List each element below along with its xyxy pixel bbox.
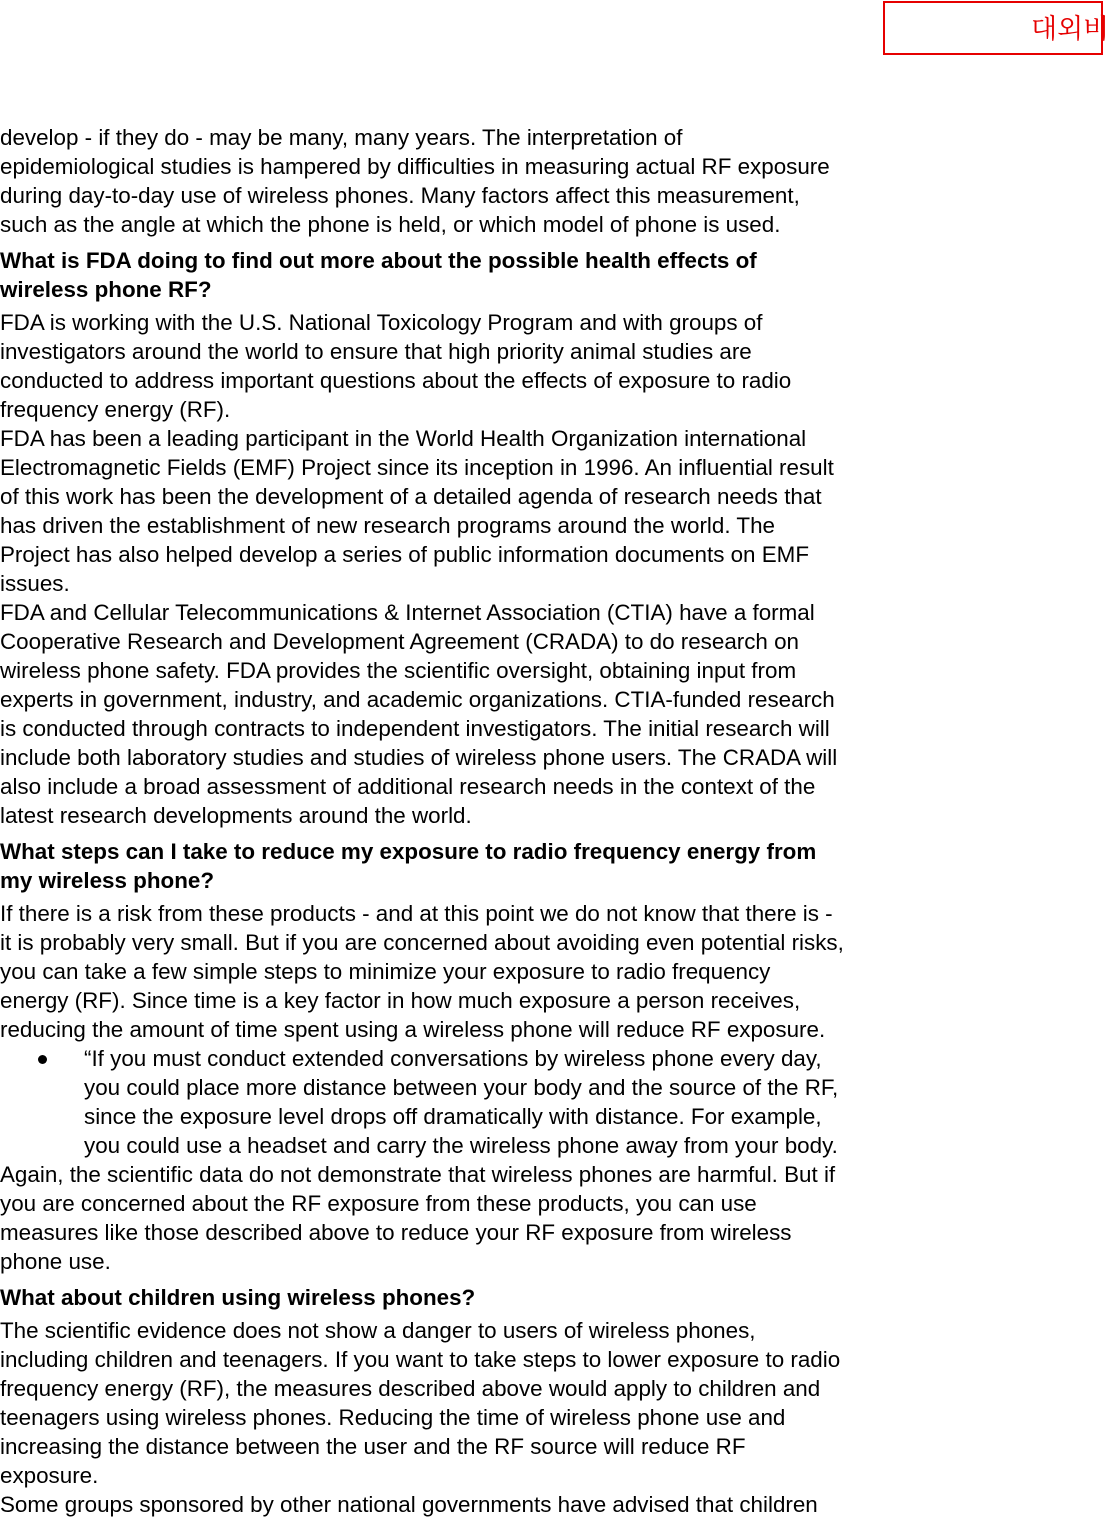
paragraph-other-governments bbox=[0, 1490, 948, 1519]
heading-line: What steps can I take to reduce my exposure to radio frequency energy from bbox=[0, 839, 817, 864]
classification-stamp-text: 대외비 bbox=[1031, 14, 1109, 45]
heading-children bbox=[0, 1283, 948, 1312]
text-line: exposure. bbox=[0, 1463, 99, 1488]
text-line: issues. bbox=[0, 571, 70, 596]
heading-line: What about children using wireless phones? bbox=[0, 1285, 476, 1310]
text-line: reducing the amount of time spent using a wireless phone will reduce RF exposure. bbox=[0, 1017, 826, 1042]
text-line: frequency energy (RF). bbox=[0, 397, 231, 422]
text-line: increasing the distance between the user and the RF source will reduce RF bbox=[0, 1434, 746, 1459]
heading-reduce-exposure bbox=[0, 837, 948, 895]
classification-stamp bbox=[883, 1, 1109, 55]
text-line: Cooperative Research and Development Agreement (CRADA) to do research on bbox=[0, 629, 800, 654]
text-line: also include a broad assessment of additional research needs in the context of the bbox=[0, 774, 816, 799]
text-line: Electromagnetic Fields (EMF) Project since its inception in 1996. An influential result bbox=[0, 455, 834, 480]
text-line: energy (RF). Since time is a key factor in how much exposure a person receives, bbox=[0, 988, 801, 1013]
text-line: teenagers using wireless phones. Reducing the time of wireless phone use and bbox=[0, 1405, 786, 1430]
text-line: FDA has been a leading participant in the World Health Organization international bbox=[0, 426, 807, 451]
text-line: you could use a headset and carry the wireless phone away from your body. bbox=[84, 1133, 838, 1158]
heading-fda-research bbox=[0, 246, 948, 304]
text-line: you could place more distance between your body and the source of the RF, bbox=[84, 1075, 839, 1100]
text-line: such as the angle at which the phone is held, or which model of phone is used. bbox=[0, 212, 781, 237]
text-line: is conducted through contracts to independent investigators. The initial research will bbox=[0, 716, 830, 741]
text-line: frequency energy (RF), the measures described above would apply to children and bbox=[0, 1376, 821, 1401]
heading-line: What is FDA doing to find out more about the possible health effects of bbox=[0, 248, 757, 273]
text-line: If there is a risk from these products - and at this point we do not know that there is - bbox=[0, 901, 833, 926]
text-line: phone use. bbox=[0, 1249, 111, 1274]
paragraph-children-evidence bbox=[0, 1316, 948, 1490]
text-line: including children and teenagers. If you want to take steps to lower exposure to radio bbox=[0, 1347, 841, 1372]
text-line: has driven the establishment of new research programs around the world. The bbox=[0, 513, 775, 538]
text-line: The scientific evidence does not show a danger to users of wireless phones, bbox=[0, 1318, 756, 1343]
heading-line: wireless phone RF? bbox=[0, 277, 212, 302]
text-line: Again, the scientific data do not demonstrate that wireless phones are harmful. But if bbox=[0, 1162, 836, 1187]
paragraph-who-emf bbox=[0, 424, 948, 598]
heading-line: my wireless phone? bbox=[0, 868, 215, 893]
text-line: include both laboratory studies and studies of wireless phone users. The CRADA will bbox=[0, 745, 838, 770]
text-line: wireless phone safety. FDA provides the scientific oversight, obtaining input from bbox=[0, 658, 797, 683]
paragraph-epidemiology bbox=[0, 123, 948, 239]
bullet-item-distance bbox=[0, 1044, 948, 1160]
text-line: Project has also helped develop a series of public information documents on EMF bbox=[0, 542, 809, 567]
text-line: “If you must conduct extended conversations by wireless phone every day, bbox=[84, 1046, 822, 1071]
text-line: you are concerned about the RF exposure from these products, you can use bbox=[0, 1191, 757, 1216]
paragraph-risk bbox=[0, 899, 948, 1044]
text-line: it is probably very small. But if you are concerned about avoiding even potential risks, bbox=[0, 930, 844, 955]
text-line: of this work has been the development of a detailed agenda of research needs that bbox=[0, 484, 822, 509]
text-line: conducted to address important questions about the effects of exposure to radio bbox=[0, 368, 792, 393]
text-line: Some groups sponsored by other national governments have advised that children bbox=[0, 1492, 818, 1517]
text-line: investigators around the world to ensure that high priority animal studies are bbox=[0, 339, 752, 364]
text-line: epidemiological studies is hampered by difficulties in measuring actual RF exposure bbox=[0, 154, 830, 179]
document-body bbox=[0, 123, 948, 1519]
text-line: measures like those described above to reduce your RF exposure from wireless bbox=[0, 1220, 792, 1245]
text-line: you can take a few simple steps to minimize your exposure to radio frequency bbox=[0, 959, 771, 984]
bullet-dot-icon bbox=[38, 1055, 47, 1064]
text-line: FDA and Cellular Telecommunications & Internet Association (CTIA) have a formal bbox=[0, 600, 815, 625]
paragraph-again bbox=[0, 1160, 948, 1276]
text-line: experts in government, industry, and academic organizations. CTIA-funded research bbox=[0, 687, 835, 712]
text-line: latest research developments around the world. bbox=[0, 803, 472, 828]
text-line: FDA is working with the U.S. National Toxicology Program and with groups of bbox=[0, 310, 763, 335]
text-line: during day-to-day use of wireless phones. Many factors affect this measurement, bbox=[0, 183, 800, 208]
text-line: since the exposure level drops off dramatically with distance. For example, bbox=[84, 1104, 822, 1129]
paragraph-ctia-crada bbox=[0, 598, 948, 830]
paragraph-ntp bbox=[0, 308, 948, 424]
text-line: develop - if they do - may be many, many years. The interpretation of bbox=[0, 125, 683, 150]
